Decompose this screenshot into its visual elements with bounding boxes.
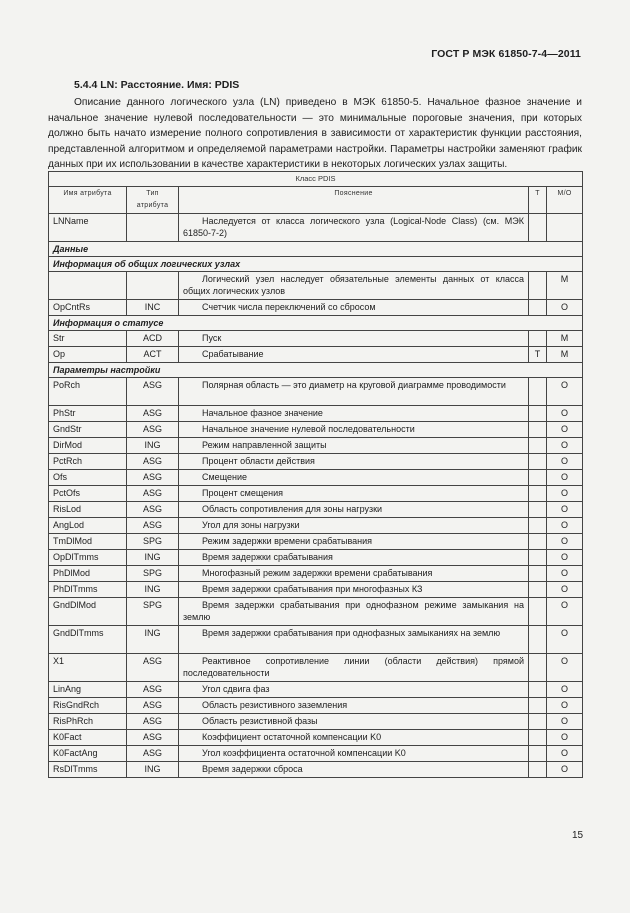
attribute-mo: O — [547, 626, 583, 654]
attribute-t — [529, 746, 547, 762]
table-row — [49, 626, 583, 654]
attribute-mo: O — [547, 714, 583, 730]
attribute-type: ASG — [127, 378, 179, 406]
attribute-name: RisPhRch — [49, 714, 127, 730]
table-row — [49, 486, 583, 502]
attribute-type: ASG — [127, 486, 179, 502]
attribute-description: Угол для зоны нагрузки — [179, 518, 529, 534]
attribute-description: Коэффициент остаточной компенсации K0 — [179, 730, 529, 746]
col-header-name: Имя атрибута — [49, 187, 127, 214]
col-header-t: T — [529, 187, 547, 214]
table-row — [49, 470, 583, 486]
attribute-t — [529, 534, 547, 550]
attribute-type: ING — [127, 762, 179, 778]
attribute-t — [529, 486, 547, 502]
attribute-t: T — [529, 347, 547, 363]
attribute-t — [529, 598, 547, 626]
attribute-t — [529, 582, 547, 598]
attribute-name: PhDlMod — [49, 566, 127, 582]
attribute-mo: O — [547, 518, 583, 534]
attribute-name: K0FactAng — [49, 746, 127, 762]
attribute-mo: O — [547, 534, 583, 550]
attribute-t — [529, 502, 547, 518]
attribute-name: PctRch — [49, 454, 127, 470]
attribute-mo: O — [547, 422, 583, 438]
table-row — [49, 502, 583, 518]
attribute-t — [529, 550, 547, 566]
attribute-type: ING — [127, 438, 179, 454]
table-class-title: Класс PDIS — [49, 172, 583, 187]
attribute-description: Время задержки сброса — [179, 762, 529, 778]
attribute-type: ASG — [127, 746, 179, 762]
attribute-t — [529, 331, 547, 347]
attribute-description: Время задержки срабатывания — [179, 550, 529, 566]
attribute-type: ASG — [127, 682, 179, 698]
attribute-type: ACT — [127, 347, 179, 363]
table-row — [49, 550, 583, 566]
attribute-t — [529, 470, 547, 486]
table-row — [49, 378, 583, 406]
attribute-t — [529, 730, 547, 746]
section-label: Информация об общих логических узлах — [49, 257, 583, 272]
table-row — [49, 331, 583, 347]
attribute-name: PoRch — [49, 378, 127, 406]
attribute-name: Str — [49, 331, 127, 347]
attribute-type: ASG — [127, 502, 179, 518]
attribute-mo: M — [547, 272, 583, 300]
attribute-name: RsDlTmms — [49, 762, 127, 778]
attribute-type: ASG — [127, 698, 179, 714]
attribute-t — [529, 300, 547, 316]
attribute-mo: O — [547, 470, 583, 486]
attribute-t — [529, 762, 547, 778]
attribute-name: Op — [49, 347, 127, 363]
attribute-name: RisGndRch — [49, 698, 127, 714]
attribute-name: LNName — [49, 214, 127, 242]
attribute-mo: M — [547, 347, 583, 363]
attribute-mo: O — [547, 746, 583, 762]
table-section-row — [49, 257, 583, 272]
attribute-t — [529, 378, 547, 406]
attribute-mo: O — [547, 438, 583, 454]
attribute-name: RisLod — [49, 502, 127, 518]
attribute-description: Многофазный режим задержки времени срабатывания — [179, 566, 529, 582]
attribute-t — [529, 566, 547, 582]
page-number: 15 — [572, 830, 584, 841]
attribute-type: ASG — [127, 714, 179, 730]
table-row — [49, 300, 583, 316]
table-row — [49, 762, 583, 778]
attribute-description: Смещение — [179, 470, 529, 486]
attribute-name: PhDlTmms — [49, 582, 127, 598]
attribute-type: ASG — [127, 654, 179, 682]
attribute-description: Процент области действия — [179, 454, 529, 470]
table-row — [49, 746, 583, 762]
attribute-mo: O — [547, 550, 583, 566]
attribute-name: GndDlTmms — [49, 626, 127, 654]
attribute-mo: M — [547, 331, 583, 347]
attribute-description: Логический узел наследует обязательные элементы данных от класса общих логических узлов — [179, 272, 529, 300]
attribute-description: Счетчик числа переключений со сбросом — [179, 300, 529, 316]
table-row — [49, 654, 583, 682]
table-row — [49, 406, 583, 422]
table-row — [49, 566, 583, 582]
attribute-type: ASG — [127, 470, 179, 486]
attribute-description: Наследуется от класса логического узла (Logical-Node Class) (см. МЭК 61850-7-2) — [179, 214, 529, 242]
attribute-t — [529, 518, 547, 534]
table-row — [49, 518, 583, 534]
attribute-name: DirMod — [49, 438, 127, 454]
attribute-name: PhStr — [49, 406, 127, 422]
attribute-t — [529, 714, 547, 730]
attribute-mo: O — [547, 762, 583, 778]
attribute-type: SPG — [127, 598, 179, 626]
section-label: Параметры настройки — [49, 363, 583, 378]
attribute-type — [127, 214, 179, 242]
attribute-description: Полярная область — это диаметр на круговой диаграмме проводимости — [179, 378, 529, 406]
attribute-mo: O — [547, 486, 583, 502]
table-section-row — [49, 363, 583, 378]
attribute-t — [529, 682, 547, 698]
table-section-row — [49, 316, 583, 331]
table-section-row — [49, 242, 583, 257]
table-row — [49, 454, 583, 470]
attribute-description: Режим направленной защиты — [179, 438, 529, 454]
section-label: Данные — [49, 242, 583, 257]
attribute-t — [529, 438, 547, 454]
table-row — [49, 534, 583, 550]
attribute-type: ASG — [127, 406, 179, 422]
attribute-type: ING — [127, 626, 179, 654]
attribute-t — [529, 422, 547, 438]
attribute-description: Срабатывание — [179, 347, 529, 363]
pdis-class-table — [48, 171, 583, 778]
table-row — [49, 698, 583, 714]
table-row — [49, 730, 583, 746]
attribute-description: Начальное фазное значение — [179, 406, 529, 422]
attribute-mo: O — [547, 502, 583, 518]
attribute-mo: O — [547, 378, 583, 406]
attribute-description: Область сопротивления для зоны нагрузки — [179, 502, 529, 518]
attribute-mo: O — [547, 654, 583, 682]
table-row — [49, 598, 583, 626]
attribute-mo: O — [547, 582, 583, 598]
attribute-name: X1 — [49, 654, 127, 682]
attribute-type: ASG — [127, 730, 179, 746]
attribute-name: LinAng — [49, 682, 127, 698]
attribute-description: Угол коэффициента остаточной компенсации K0 — [179, 746, 529, 762]
attribute-type — [127, 272, 179, 300]
table-row — [49, 422, 583, 438]
attribute-type: ASG — [127, 422, 179, 438]
attribute-mo: O — [547, 730, 583, 746]
attribute-name: OpDlTmms — [49, 550, 127, 566]
attribute-name: TmDlMod — [49, 534, 127, 550]
attribute-mo — [547, 214, 583, 242]
attribute-type: ASG — [127, 454, 179, 470]
section-label: Информация о статусе — [49, 316, 583, 331]
attribute-mo: O — [547, 406, 583, 422]
section-heading: 5.4.4 LN: Расстояние. Имя: PDIS — [74, 79, 240, 91]
attribute-mo: O — [547, 598, 583, 626]
attribute-description: Реактивное сопротивление линии (области действия) прямой последовательности — [179, 654, 529, 682]
attribute-mo: O — [547, 682, 583, 698]
attribute-type: INC — [127, 300, 179, 316]
attribute-name: GndStr — [49, 422, 127, 438]
table-row — [49, 714, 583, 730]
attribute-mo: O — [547, 566, 583, 582]
section-paragraph: Описание данного логического узла (LN) приведено в МЭК 61850-5. Начальное фазное значение и начальное значение нулевой последовательности — это минимальные пороговые значения, при которых должно быть начато измерение полного сопротивления в зависимости от характеристик функции расстояния, представленной алгоритмом и определяемой параметрами настройки. Параметры настройки заменяют график данных при их использовании в качестве характеристики в некоторых логических узлах защиты. — [48, 97, 582, 170]
attribute-name: K0Fact — [49, 730, 127, 746]
attribute-name — [49, 272, 127, 300]
attribute-type: ASG — [127, 518, 179, 534]
document-number: ГОСТ Р МЭК 61850-7-4—2011 — [431, 48, 581, 60]
attribute-name: GndDlMod — [49, 598, 127, 626]
attribute-type: ING — [127, 550, 179, 566]
attribute-name: PctOfs — [49, 486, 127, 502]
attribute-description: Угол сдвига фаз — [179, 682, 529, 698]
attribute-t — [529, 654, 547, 682]
attribute-description: Процент смещения — [179, 486, 529, 502]
attribute-description: Время задержки срабатывания при однофазных замыканиях на землю — [179, 626, 529, 654]
attribute-description: Время задержки срабатывания при многофазных КЗ — [179, 582, 529, 598]
table-row — [49, 347, 583, 363]
attribute-mo: O — [547, 698, 583, 714]
attribute-mo: O — [547, 300, 583, 316]
attribute-description: Пуск — [179, 331, 529, 347]
attribute-t — [529, 454, 547, 470]
table-row — [49, 582, 583, 598]
attribute-name: Ofs — [49, 470, 127, 486]
attribute-description: Режим задержки времени срабатывания — [179, 534, 529, 550]
attribute-description: Время задержки срабатывания при однофазном режиме замыкания на землю — [179, 598, 529, 626]
attribute-type: ACD — [127, 331, 179, 347]
attribute-t — [529, 406, 547, 422]
attribute-type: ING — [127, 582, 179, 598]
attribute-mo: O — [547, 454, 583, 470]
col-header-desc: Пояснение — [179, 187, 529, 214]
attribute-t — [529, 272, 547, 300]
attribute-description: Область резистивной фазы — [179, 714, 529, 730]
attribute-name: OpCntRs — [49, 300, 127, 316]
col-header-mo: M/O — [547, 187, 583, 214]
attribute-t — [529, 626, 547, 654]
table-row — [49, 682, 583, 698]
attribute-t — [529, 214, 547, 242]
table-row — [49, 272, 583, 300]
attribute-name: AngLod — [49, 518, 127, 534]
attribute-description: Начальное значение нулевой последовательности — [179, 422, 529, 438]
attribute-type: SPG — [127, 566, 179, 582]
table-row — [49, 438, 583, 454]
attribute-type: SPG — [127, 534, 179, 550]
table-row — [49, 214, 583, 242]
attribute-description: Область резистивного заземления — [179, 698, 529, 714]
col-header-type: Тип атрибута — [127, 187, 179, 214]
attribute-t — [529, 698, 547, 714]
